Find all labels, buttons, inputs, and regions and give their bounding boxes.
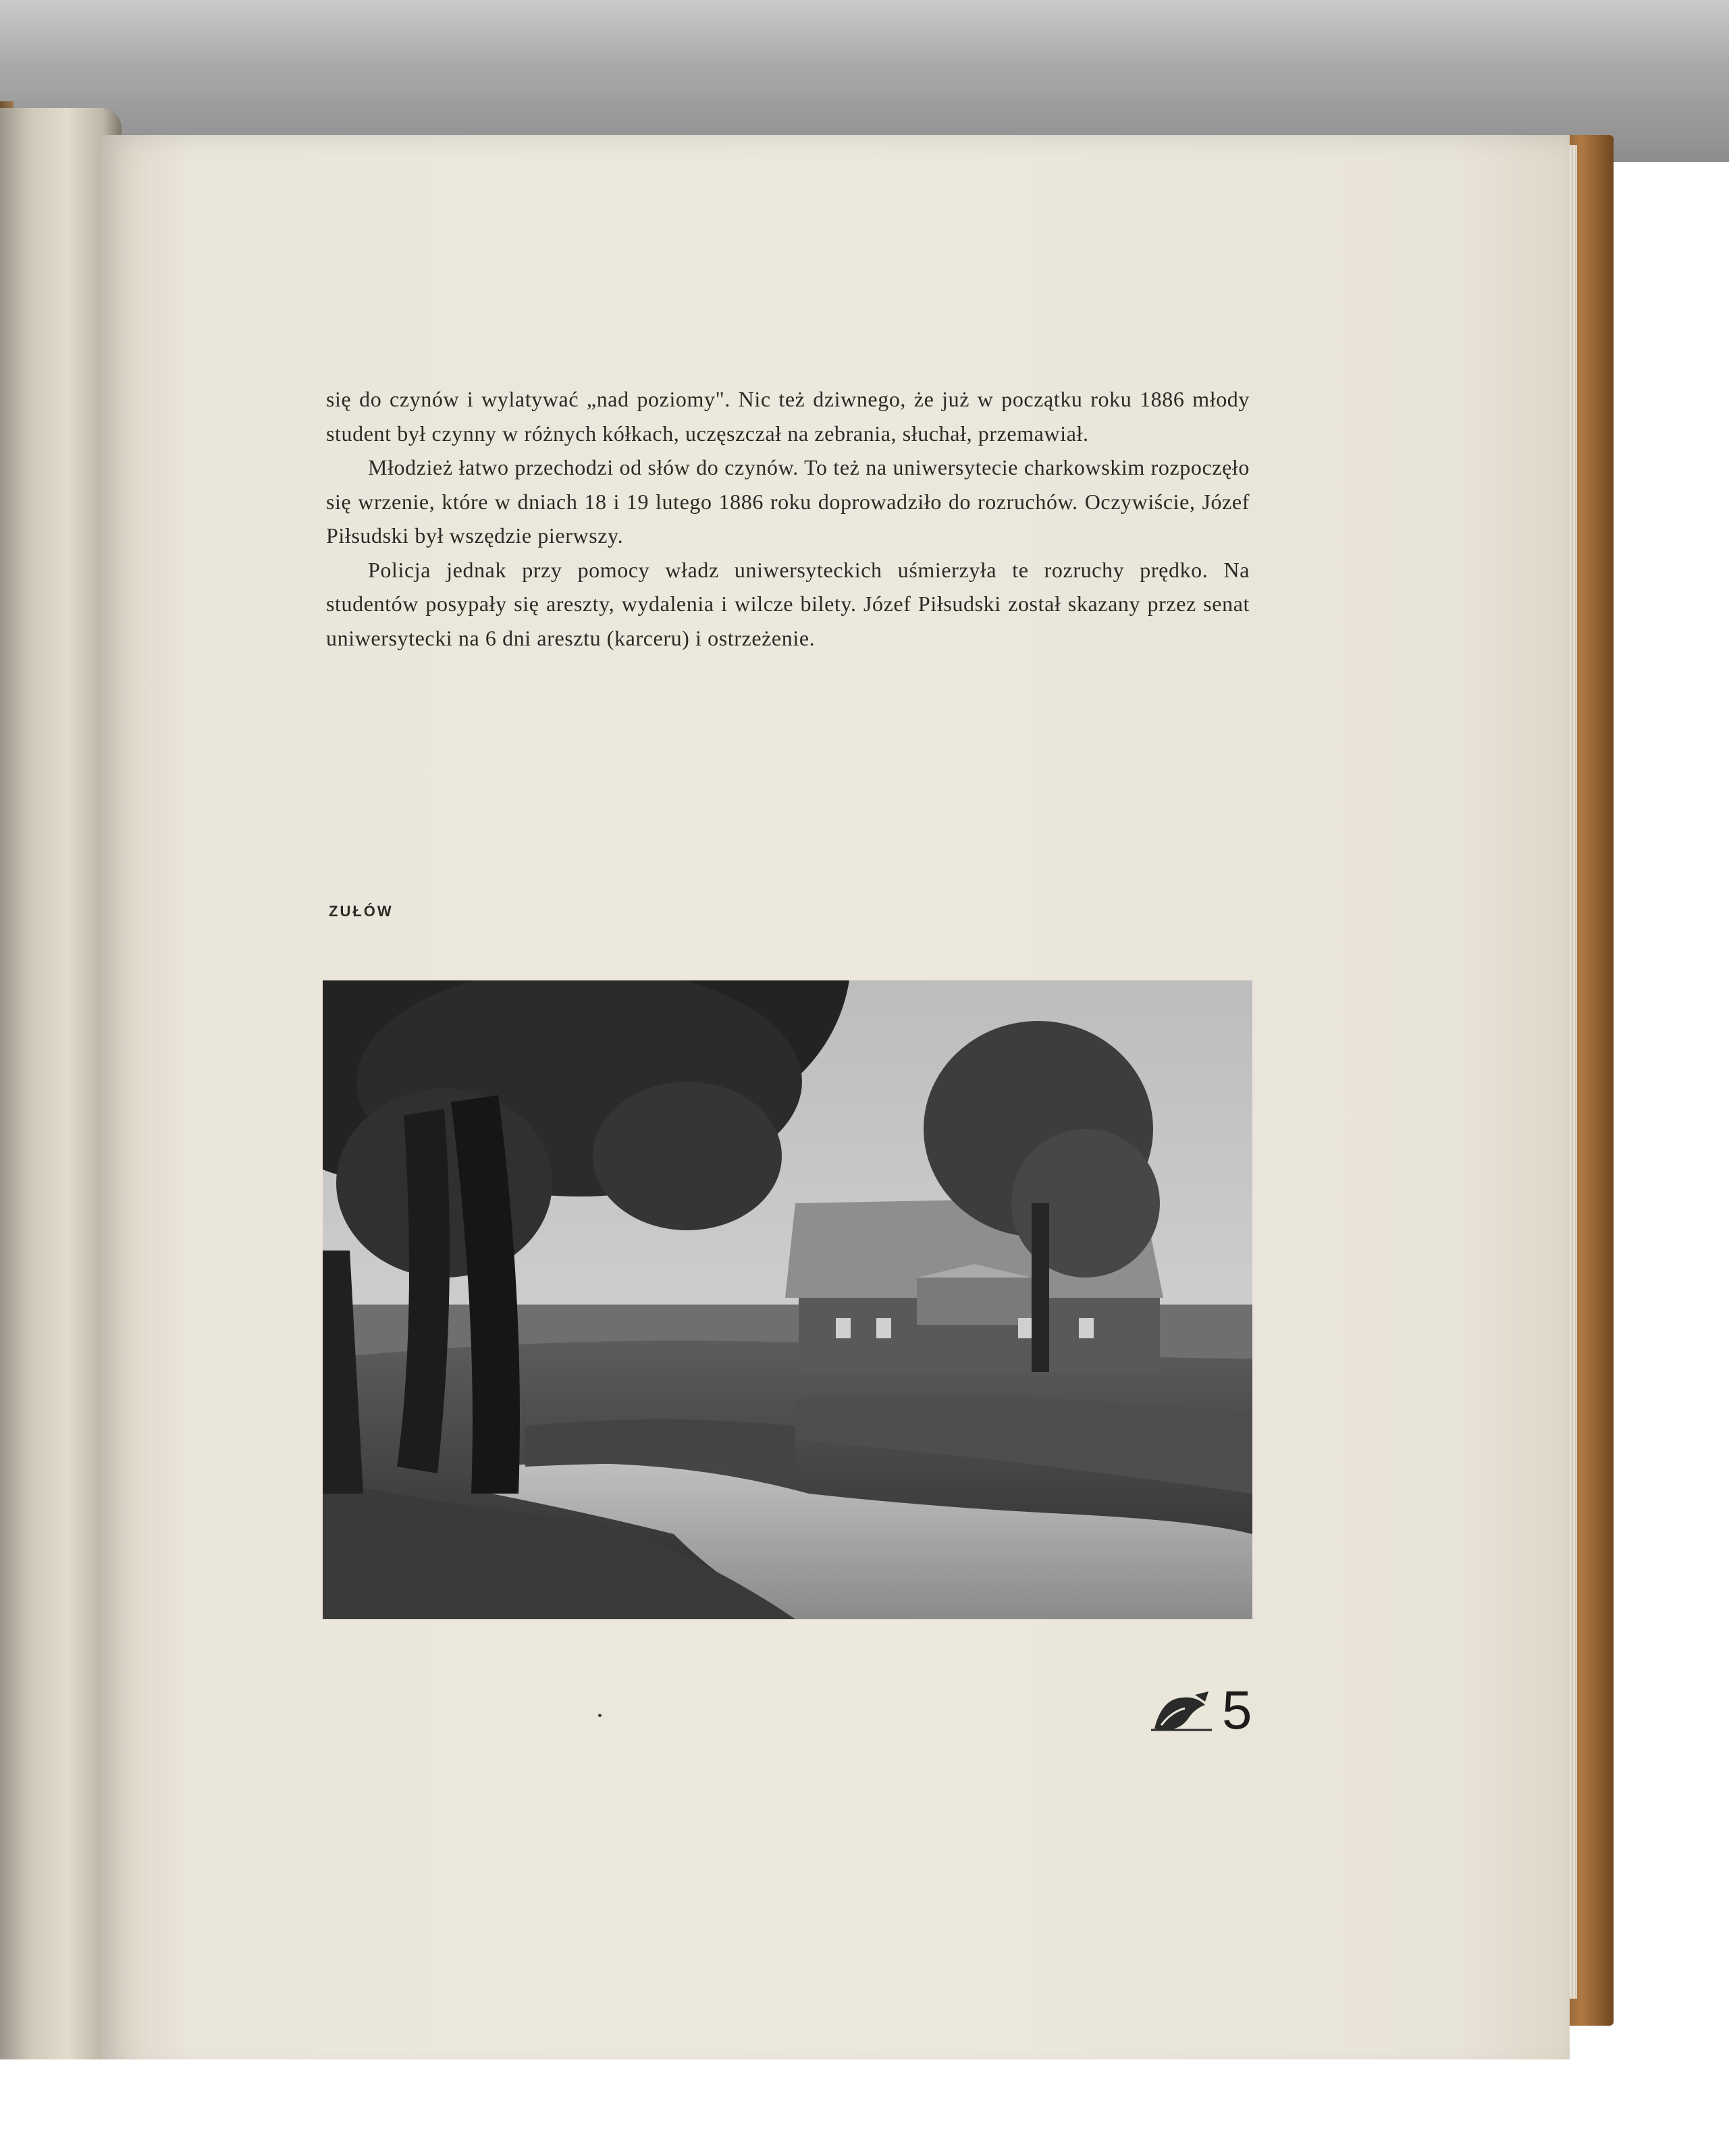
photograph-house-by-pond (323, 980, 1252, 1619)
body-text (326, 382, 1250, 655)
decorative-vignette-icon (1148, 1688, 1215, 1735)
paragraph: Młodzież łatwo przechodzi od słów do czynów. To też na uniwersytecie charkowskim rozpoczęło się wrzenie, które w dniach 18 i 19 lutego 1886 roku doprowadziło do rozruchów. Oczywiście, Józef Piłsudski był wszędzie pierwszy. (326, 455, 1250, 548)
page-number: 5 (1222, 1680, 1252, 1740)
backdrop-bottom (0, 2059, 1729, 2156)
photo-caption: ZUŁÓW (329, 903, 394, 920)
print-speck (598, 1714, 602, 1717)
paragraph: się do czynów i wylatywać „nad poziomy". Nic też dziwnego, że już w początku roku 1886 młody student był czynny w różnych kółkach, uczęszczał na zebrania, słuchał, przemawiał. (326, 387, 1250, 446)
paragraph: Policja jednak przy pomocy władz uniwersyteckich uśmierzyła te rozruchy prędko. Na studentów posypały się areszty, wydalenia i wilcze bilety. Józef Piłsudski został skazany przez senat uniwersytecki na 6 dni aresztu (karceru) i ostrzeżenie. (326, 557, 1250, 650)
